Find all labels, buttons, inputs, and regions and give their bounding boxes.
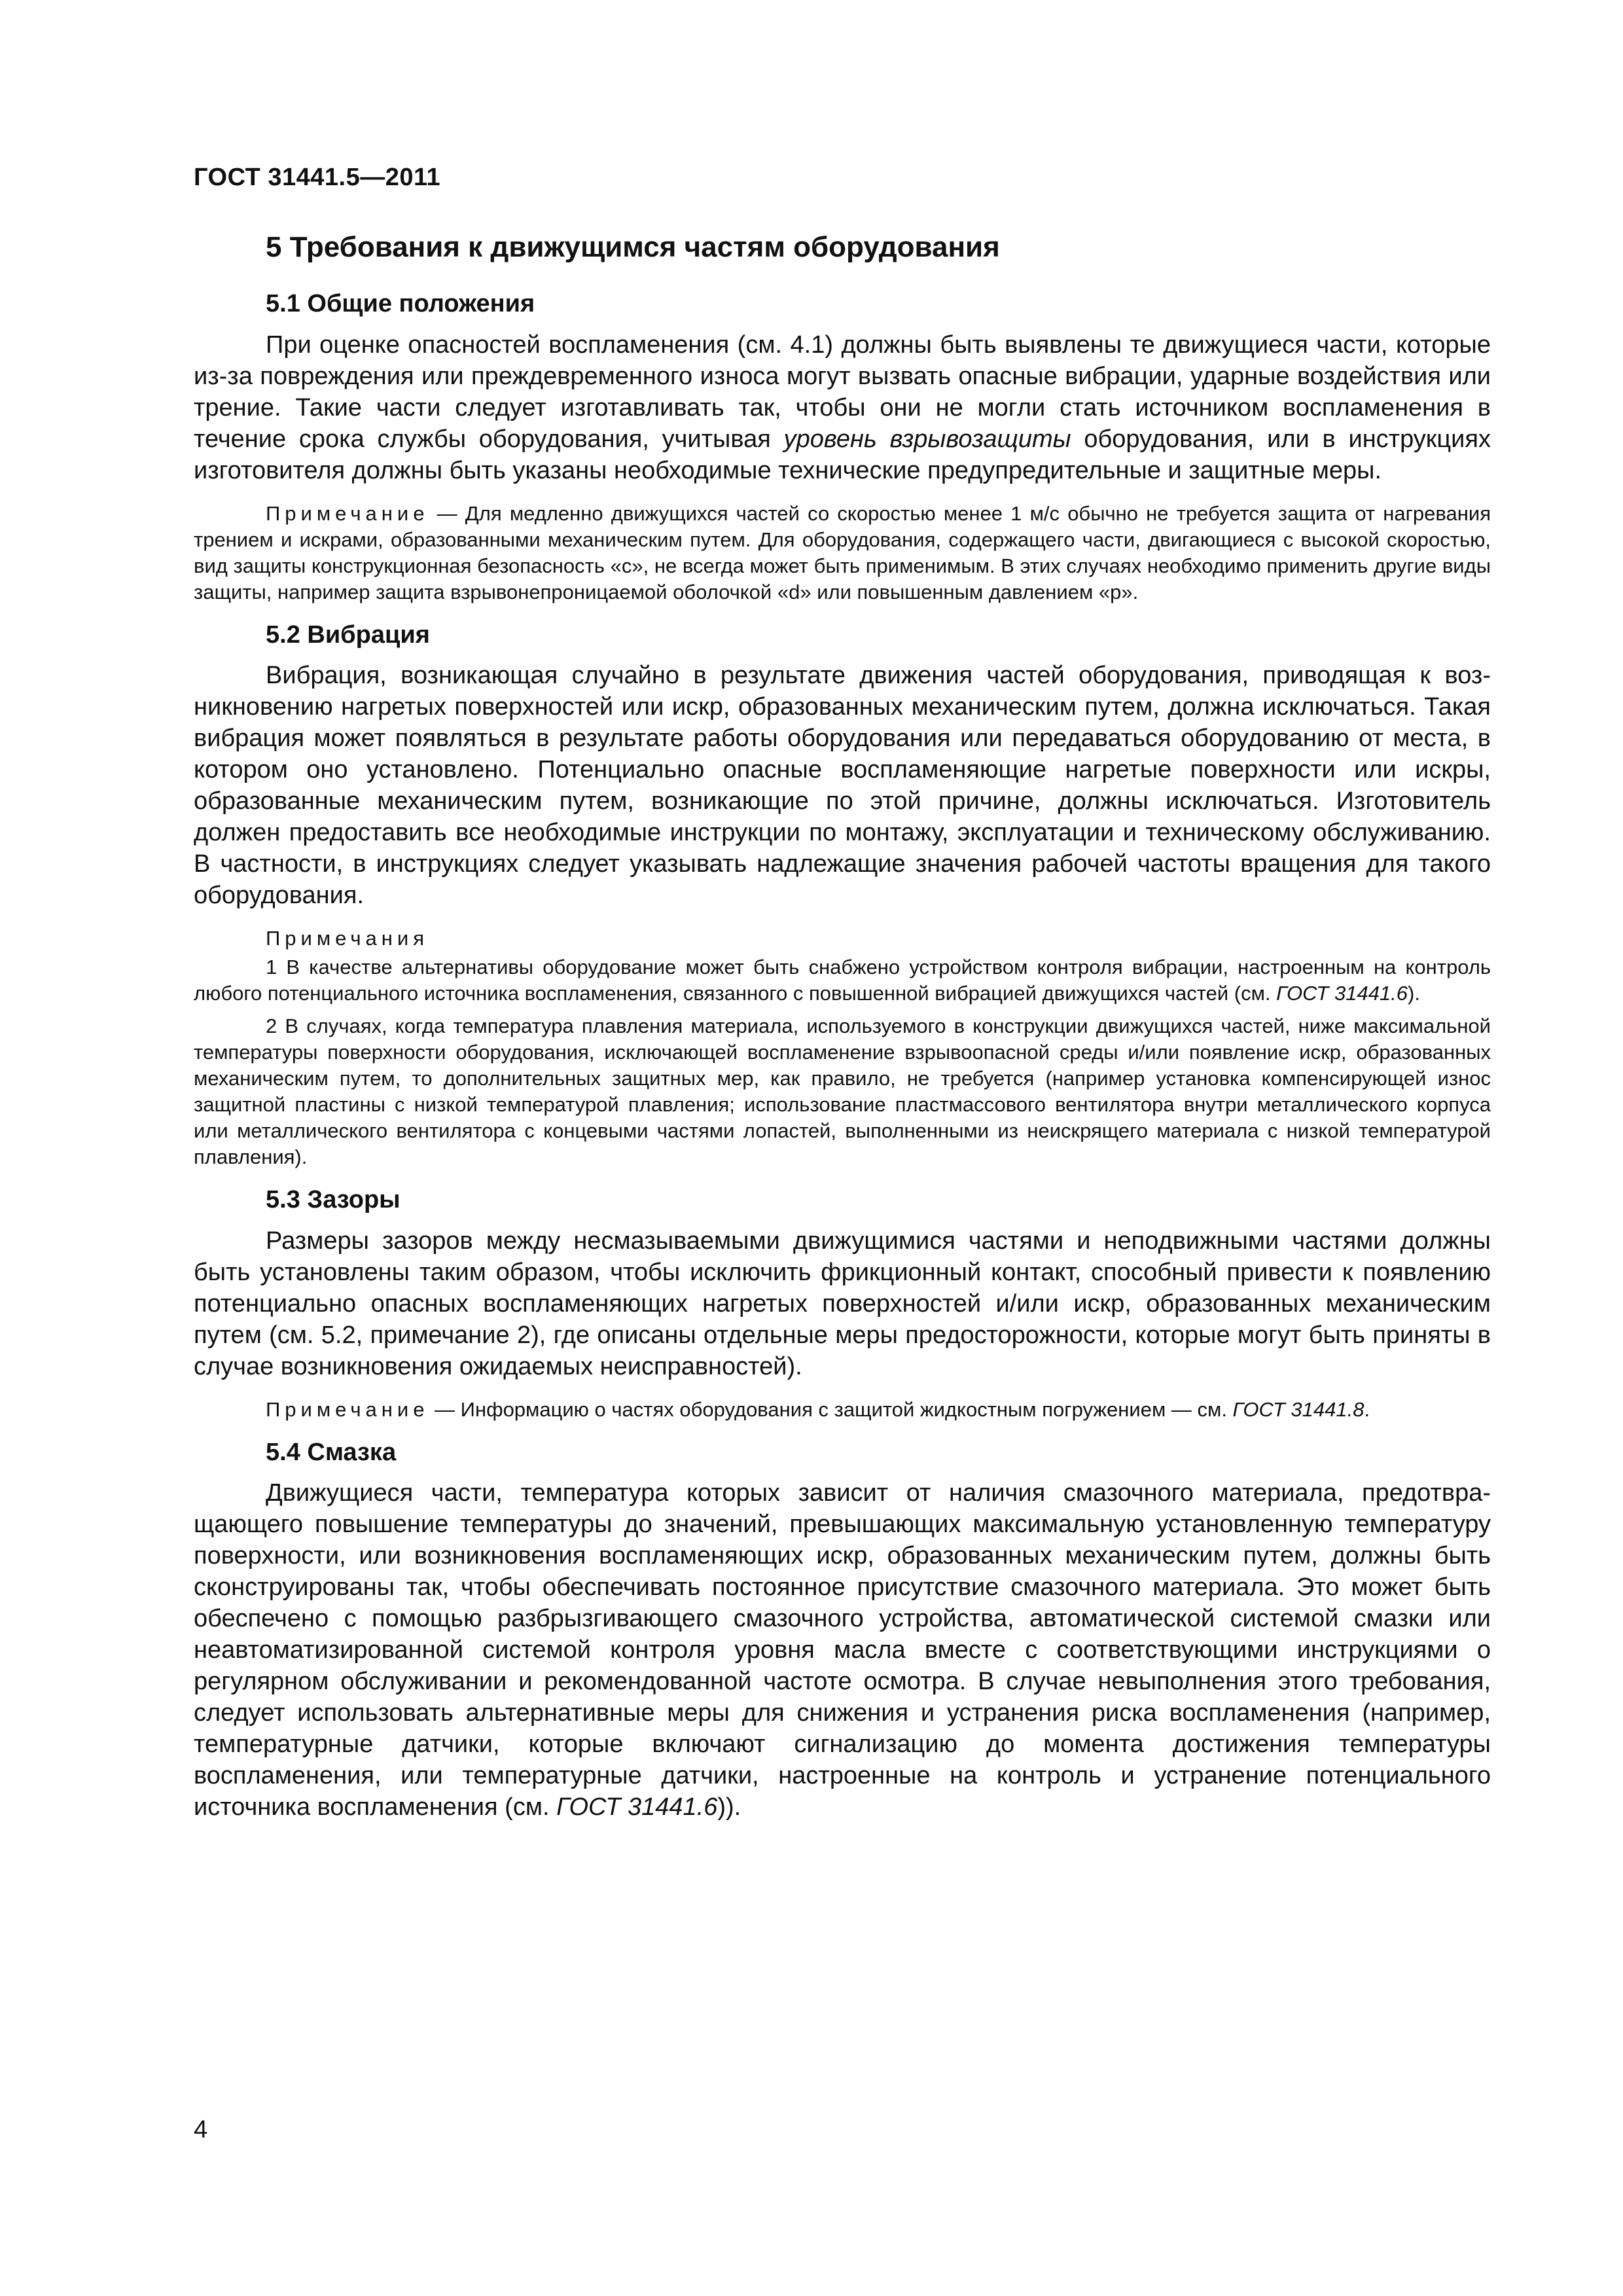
subsection-title-5-4: 5.4 Смазка [266,1438,397,1466]
term-protection-level: уровень взрывозащиты [783,425,1071,453]
notes-label: Примечания [266,927,429,950]
standard-reference: ГОСТ 31441.8 [1232,1397,1364,1421]
paragraph-5-2: Вибрация, возникающая случайно в результате движения частей оборудования, приводящая к возникновению нагретых поверхностей или искр, образованных механическим путем, должна исключаться. Такая вибрация может появляться в результате работы оборудования или передаваться оборудованию от места, в котором оно установлено. Потенциально опасные воспламеняющие нагретые поверхности или искры, образованные механическим путем, возникающие по этой причине, должны исключаться. Изготовитель должен предоставить все необходимые инструкции по монтажу, эксплуатации и техническому обслуживанию. В частности, в инструкциях следует указывать надлежащие значения рабочей частоты вращения для такого оборудования. [194,662,1491,909]
paragraph-5-4: Движущиеся части, температура которых зависит от наличия смазочного материала, предотвращающего повышение температуры до значений, превышающих максимальную установленную температуру поверхности, или возникновения воспламеняющих искр, образованных механическим путем, должны быть сконструированы так, чтобы обеспечивать постоянное присутствие смазочного материала. Это может быть обеспечено с помощью разбрызгивающего смазочного устройства, автоматической системой смазки или неавтоматизированной системой контроля уровня масла вместе с соответствующими инструкциями о регулярном обслуживании и рекомендованной частоте осмотра. В случае невыполнения этого требования, следует использовать альтернативные меры для снижения и устранения риска воспламенения (например, температурные датчики, которые включают сигнализацию до момента достижения температуры воспламенения, или температурные датчики, настроенные на контроль и устранение потенциального источника воспламенения (см. ГОСТ 31441.6)). [194,1479,1491,1821]
note-label: Примечание [266,1397,429,1421]
paragraph-5-1: При оценке опасностей воспламенения (см. 4.1) должны быть выявлены те движущиеся части, которые из-за повреждения или преждевременного износа могут вызвать опасные вибрации, ударные воздействия или трение. Такие части следует изготавливать так, чтобы они не могли стать источником воспламенения в течение срока службы оборудования, учитывая уровень взрывозащиты оборудования, или в инструкциях изготовителя должны быть указаны необходимые технические предупредительные и защитные меры. [194,331,1491,484]
note-label: Примечание [266,501,429,525]
paragraph-5-3: Размеры зазоров между несмазываемыми движущимися частями и неподвижными частями должны быть установлены таким образом, чтобы исключить фрикционный контакт, способный привести к появлению потенциально опасных воспламеняющих нагретых поверхностей и/или искр, образованных механическим путем (см. 5.2, примечание 2), где описаны отдельные меры предосторожности, которые могут быть приняты в случае возникновения ожидаемых неисправностей). [194,1227,1491,1380]
note-item-2: 2 В случаях, когда температура плавления материала, используемого в конструкции движущихся частей, ниже максимальной температуры поверхности оборудования, исключающей воспламенение взрывоопасной среды и/или появление искр, образованных механическим путем, то дополнительных защитных мер, как правило, не требуется (например установка компенсирующей износ защитной пластины с низкой температурой плавления; использование пластмассового вентилятора внутри металлического корпуса или металлического вентилятора с концевыми частями лопастей, выполненными из неискрящего материала с низкой температурой плавления). [194,1014,1491,1168]
document-header: ГОСТ 31441.5—2011 [194,164,441,191]
standard-reference: ГОСТ 31441.6 [556,1793,718,1821]
note-5-1: Примечание — Для медленно движущихся частей со скоростью менее 1 м/с обычно не требуется защита от нагревания трением и искрами, образованными механическим путем. Для оборудования, содержащего части, двигающиеся с высокой скоростью, вид защиты конструкционная безопасность «с», не всегда может быть применимым. В этих случаях необходимо применить другие виды защиты, например защита взрывонепроницаемой оболочкой «d» или повышенным давлением «р». [194,501,1491,603]
section-title: 5 Требования к движущимся частям оборудования [266,231,1000,263]
subsection-title-5-3: 5.3 Зазоры [266,1186,401,1213]
note-5-3: Примечание — Информацию о частях оборудования с защитой жидкостным погружением — см. ГОСТ 31441.8. [266,1397,1370,1421]
subsection-title-5-2: 5.2 Вибрация [266,620,430,649]
document-body [194,229,1491,1837]
standard-reference: ГОСТ 31441.6 [1276,982,1408,1005]
note-item-1: 1 В качестве альтернативы оборудование может быть снабжено устройством контроля вибрации, настроенным на контроль любого потенциального источника воспламенения, связанного с повышенной вибрацией движущихся частей (см. ГОСТ 31441.6). [194,956,1491,1005]
subsection-title-5-1: 5.1 Общие положения [266,290,535,317]
page-number: 4 [194,2116,208,2144]
